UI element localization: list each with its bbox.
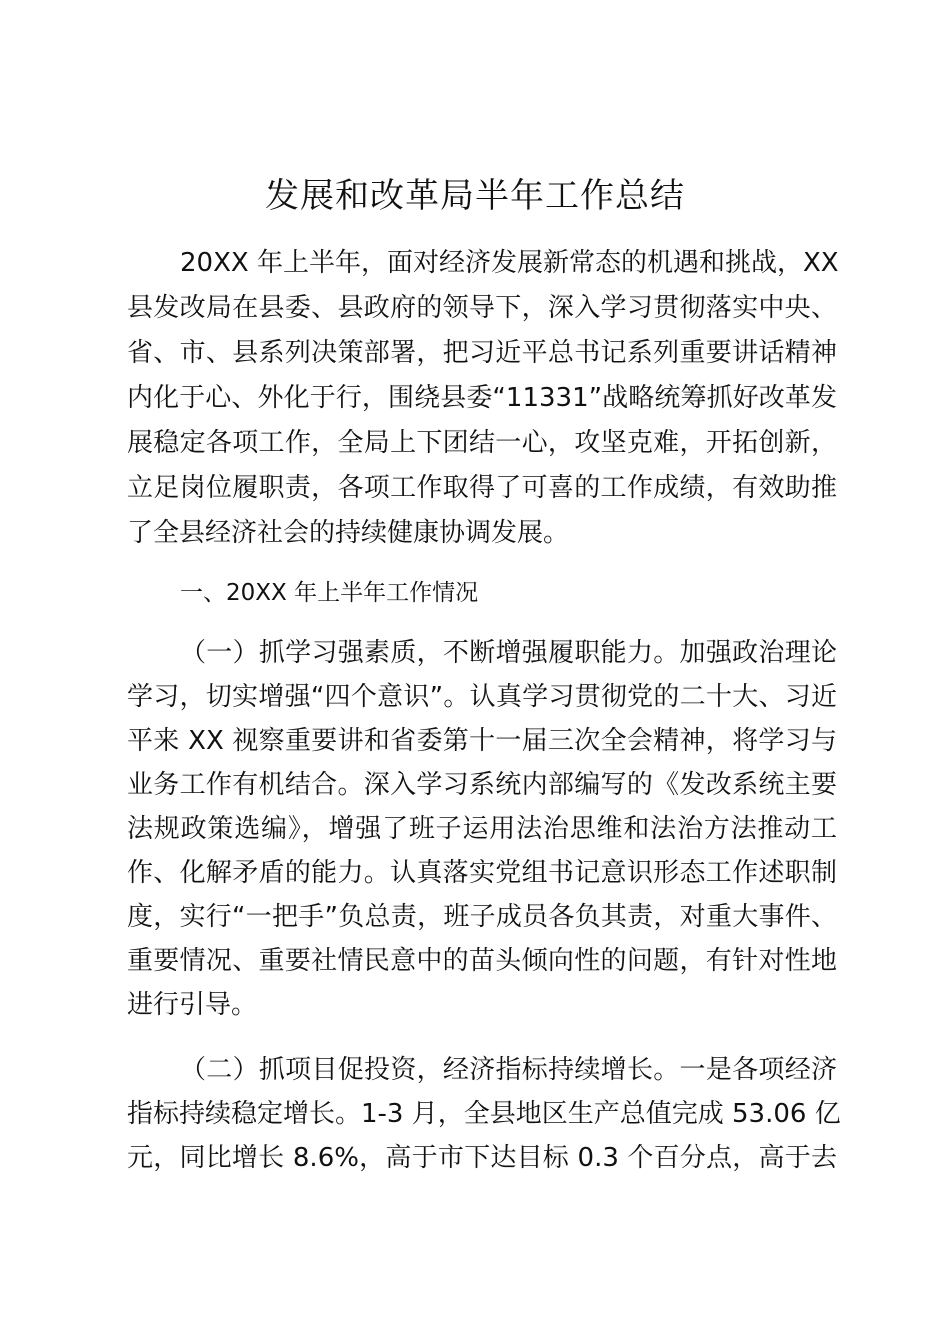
paragraph-line: 作、化解矛盾的能力。认真落实党组书记意识形态工作述职制	[127, 858, 837, 888]
section-heading: 一、20XX 年上半年工作情况	[180, 580, 479, 606]
paragraph-line: 法规政策选编》，增强了班子运用法治思维和法治方法推动工	[127, 814, 837, 844]
paragraph-line: 省、市、县系列决策部署，把习近平总书记系列重要讲话精神	[127, 338, 837, 368]
paragraph-line: 元，同比增长 8.6%，高于市下达目标 0.3 个百分点，高于去	[127, 1143, 837, 1173]
paragraph-line: 县发改局在县委、县政府的领导下，深入学习贯彻落实中央、	[127, 293, 837, 323]
paragraph-line: 20XX 年上半年，面对经济发展新常态的机遇和挑战，XX	[180, 248, 839, 278]
paragraph-line: （一）抓学习强素质，不断增强履职能力。加强政治理论	[180, 638, 837, 668]
paragraph-line: 度，实行“一把手”负总责，班子成员各负其责，对重大事件、	[127, 902, 837, 932]
paragraph-line: 展稳定各项工作，全局上下团结一心，攻坚克难，开拓创新，	[127, 428, 837, 458]
paragraph-line: 平来 XX 视察重要讲和省委第十一届三次全会精神，将学习与	[127, 726, 837, 756]
paragraph-line: 学习，切实增强“四个意识”。认真学习贯彻党的二十大、习近	[127, 682, 837, 712]
paragraph-line: 内化于心、外化于行，围绕县委“11331”战略统筹抓好改革发	[127, 383, 837, 413]
paragraph-line: 进行引导。	[127, 990, 258, 1020]
paragraph-line: 重要情况、重要社情民意中的苗头倾向性的问题，有针对性地	[127, 946, 837, 976]
paragraph-line: 立足岗位履职责，各项工作取得了可喜的工作成绩，有效助推	[127, 473, 837, 503]
paragraph-line: 了全县经济社会的持续健康协调发展。	[127, 518, 570, 548]
document-title: 发展和改革局半年工作总结	[265, 176, 685, 216]
paragraph-line: （二）抓项目促投资，经济指标持续增长。一是各项经济	[180, 1055, 837, 1085]
paragraph-line: 指标持续稳定增长。1-3 月，全县地区生产总值完成 53.06 亿	[127, 1099, 841, 1129]
paragraph-line: 业务工作有机结合。深入学习系统内部编写的《发改系统主要	[127, 770, 837, 800]
